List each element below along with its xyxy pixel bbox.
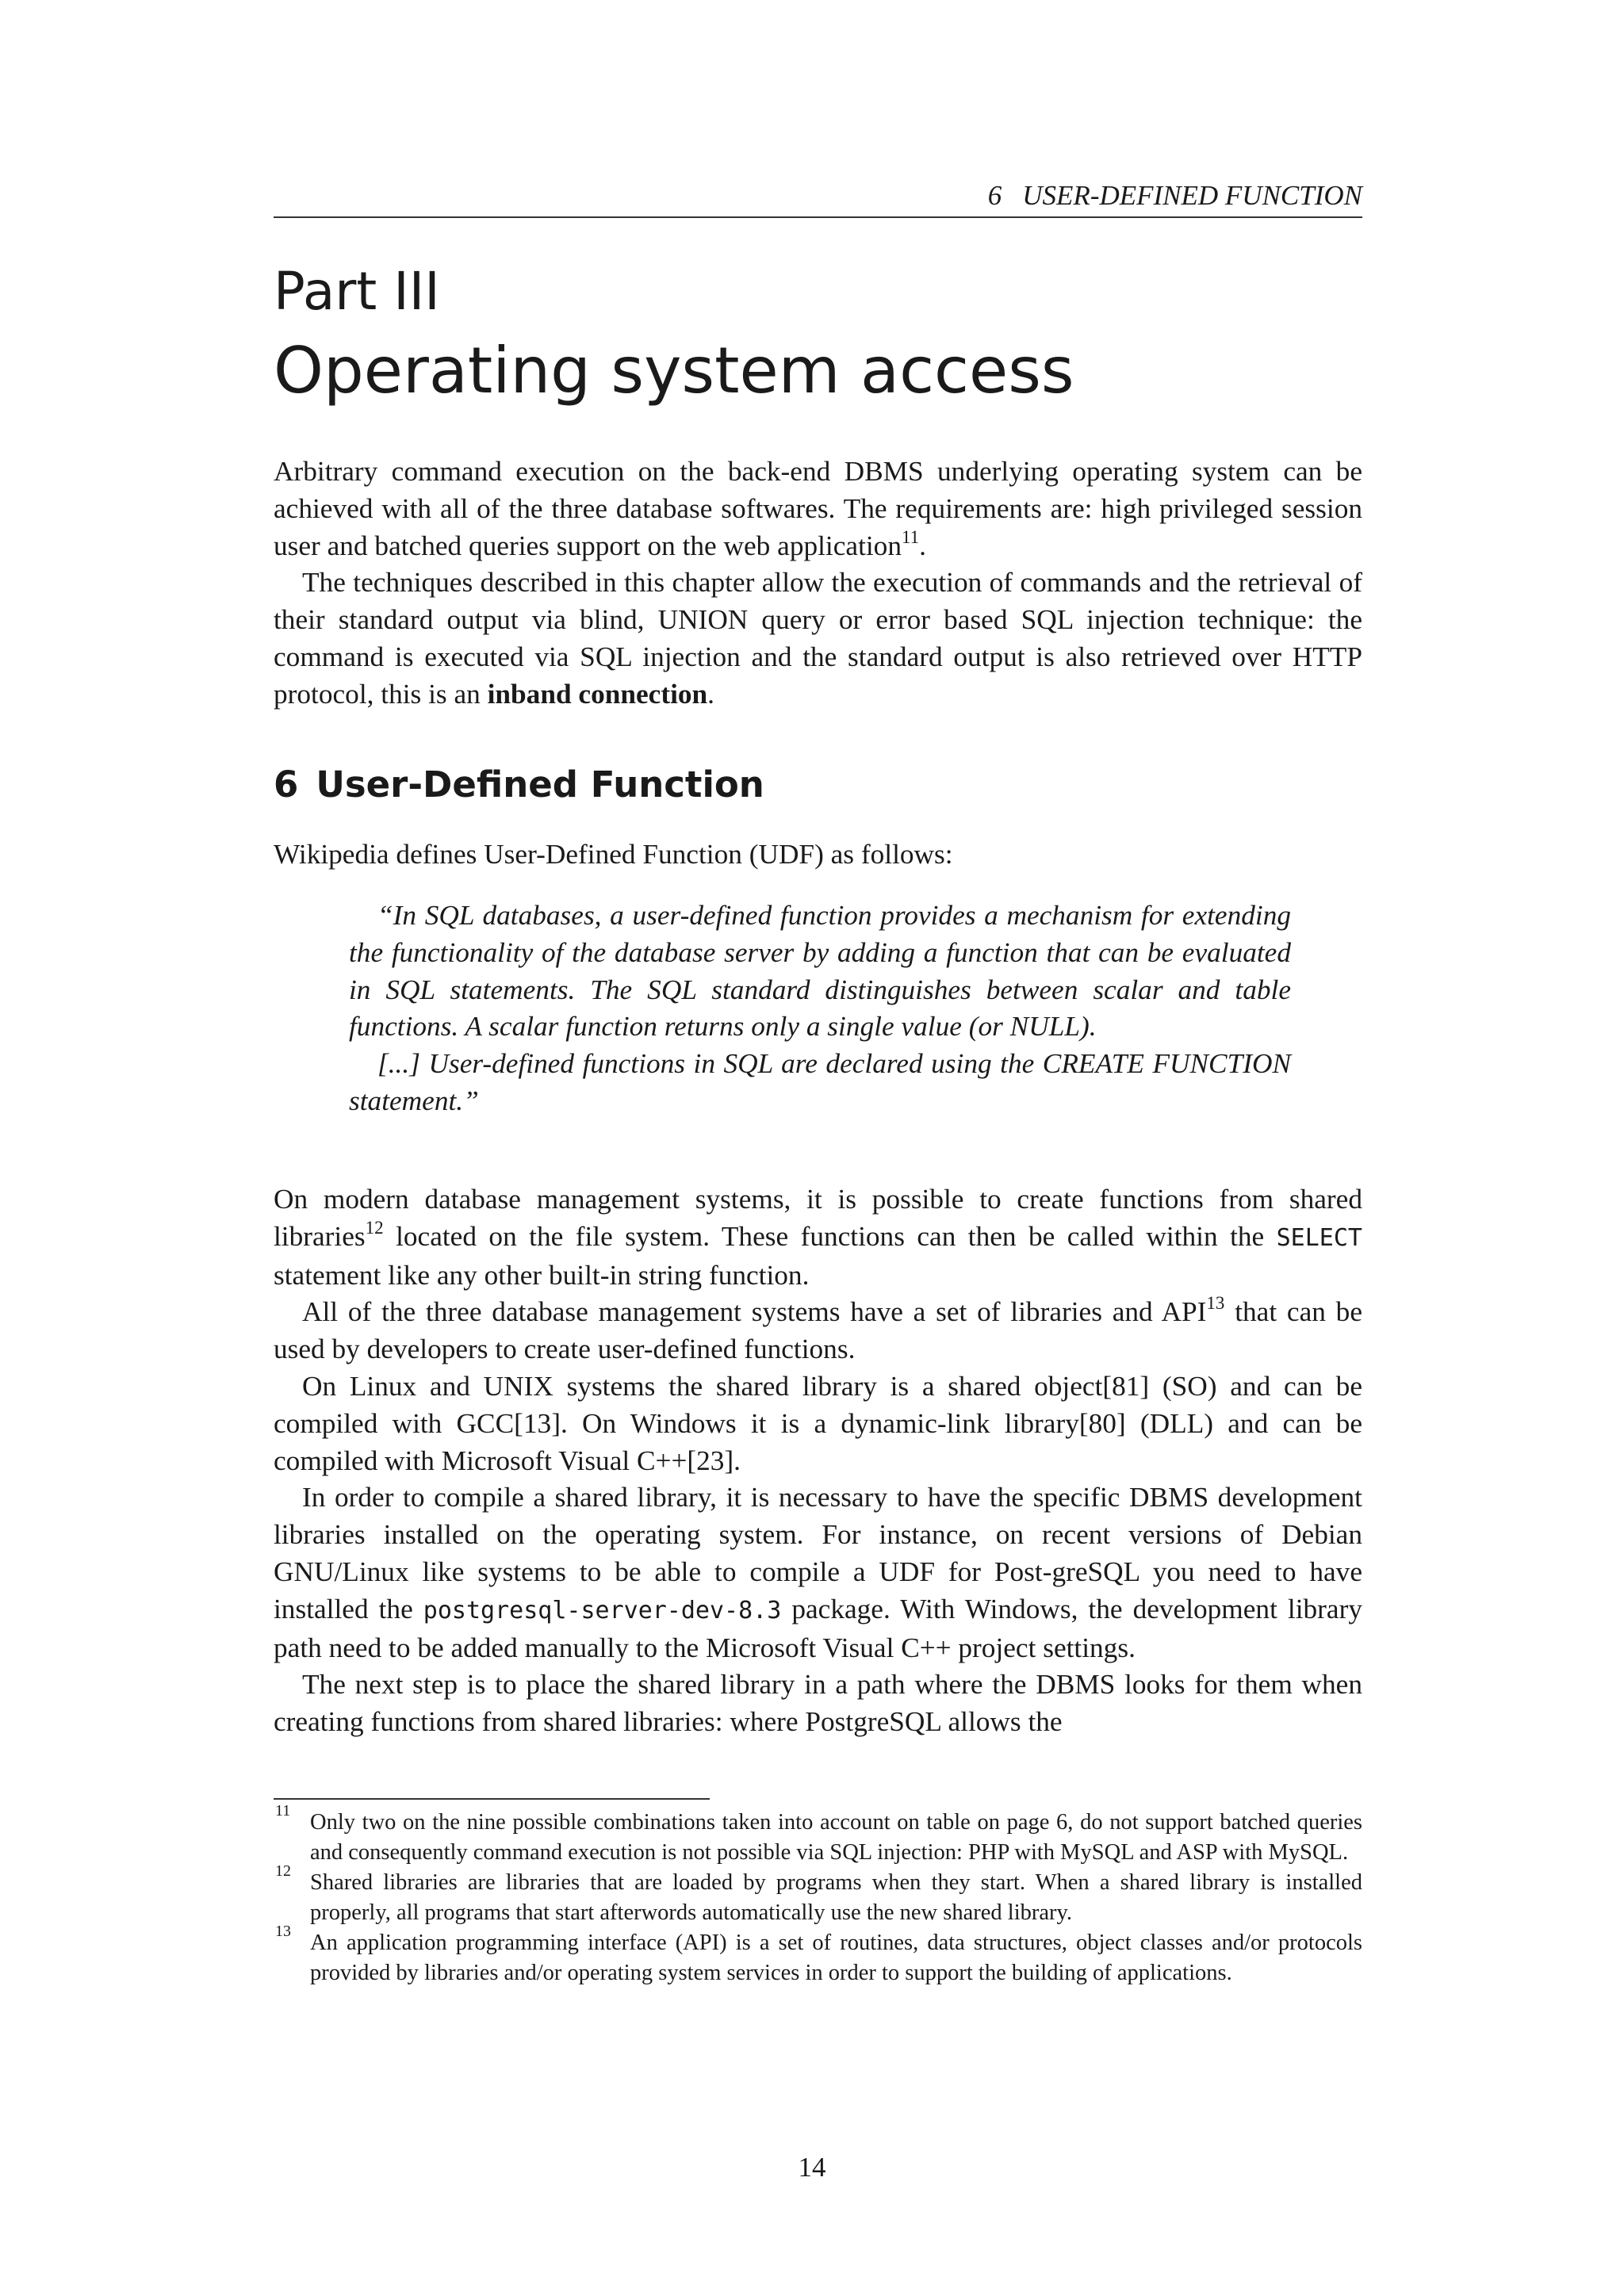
body-p1-b: located on the file system. These functions can then be called within the xyxy=(383,1220,1277,1252)
footnote-mark: 12 xyxy=(275,1862,291,1880)
footnote-12 xyxy=(274,1862,1362,1928)
part-label: Part III xyxy=(274,261,440,322)
footnote-13 xyxy=(274,1923,1362,1988)
running-head-number: 6 xyxy=(987,180,1002,211)
footnote-ref-12[interactable]: 12 xyxy=(365,1217,384,1238)
footnote-text: Only two on the nine possible combinations taken into account on table on page 6, do not support batched queries and consequently command execution is not possible via SQL injection: PHP with MySQL and ASP with MySQL. xyxy=(310,1810,1362,1865)
footnote-text: An application programming interface (API) is a set of routines, data structures, object classes and/or protocols provided by libraries and/or operating system services in order to support the building of applications. xyxy=(310,1931,1362,1985)
body-paragraph-2 xyxy=(274,1294,1362,1368)
intro-p2-text: The techniques described in this chapter allow the execution of commands and the retrieval of their standard output via blind, UNION query or error based SQL injection technique: the command is executed via SQL injection and the standard output is also retrieved over HTTP protocol, this is an xyxy=(274,567,1362,710)
wiki-intro: Wikipedia defines User-Defined Function (UDF) as follows: xyxy=(274,839,953,870)
quote-paragraph-2: [...] User-defined functions in SQL are declared using the CREATE FUNCTION statement.” xyxy=(349,1048,1291,1116)
body-p1-a: On modern database management systems, it is possible to create functions from shared libraries xyxy=(274,1184,1362,1252)
body-p2-a: All of the three database management systems have a set of libraries and API xyxy=(302,1296,1207,1328)
footnote-mark: 11 xyxy=(275,1802,291,1820)
body-text xyxy=(274,1181,1362,1741)
body-p1-c: statement like any other built-in string function. xyxy=(274,1259,810,1291)
block-quote xyxy=(349,897,1291,1120)
footnote-text: Shared libraries are libraries that are loaded by programs when they start. When a shared library is installed properly, all programs that start afterwords automatically use the new shared library. xyxy=(310,1870,1362,1925)
body-paragraph-5: The next step is to place the shared library in a path where the DBMS looks for them when creating functions from shared libraries: where PostgreSQL allows the xyxy=(274,1669,1362,1738)
code-select: SELECT xyxy=(1276,1223,1362,1252)
section-title: User-Defined Function xyxy=(316,763,764,806)
section-heading xyxy=(274,761,764,809)
part-title: Operating system access xyxy=(274,334,1074,408)
page-number: 14 xyxy=(798,2152,826,2183)
body-p2-b: that can be used by developers to create user-defined functions. xyxy=(274,1296,1362,1365)
footnote-rule xyxy=(274,1798,710,1800)
intro-p2-end: . xyxy=(707,678,714,710)
body-p4-a: In order to compile a shared library, it is necessary to have the specific DBMS development libraries installed on the operating system. For instance, on recent versions of Debian GNU/Linux like systems to be able to compile a UDF for Post-greSQL you need to have installed the xyxy=(274,1482,1362,1624)
intro-p1-text: Arbitrary command execution on the back-end DBMS underlying operating system can be achieved with all of the three database softwares. The requirements are: high privileged session user and batched queries support on the web application xyxy=(274,456,1362,561)
running-head xyxy=(274,178,1362,213)
quote-paragraph-1: “In SQL databases, a user-defined function provides a mechanism for extending the functionality of the database server by adding a function that can be evaluated in SQL statements. The SQL standard distinguishes between scalar and table functions. A scalar function returns only a single value (or NULL). xyxy=(349,900,1291,1043)
footnote-mark: 13 xyxy=(275,1923,291,1940)
footnotes xyxy=(274,1802,1362,1988)
header-rule xyxy=(274,216,1362,218)
section-number: 6 xyxy=(274,763,299,806)
intro-paragraph-1 xyxy=(274,453,1362,564)
running-head-title: USER-DEFINED FUNCTION xyxy=(1022,180,1362,211)
body-paragraph-3: On Linux and UNIX systems the shared library is a shared object[81] (SO) and can be compiled with GCC[13]. On Windows it is a dynamic-link library[80] (DLL) and can be compiled with Microsoft Visual C++[23]. xyxy=(274,1370,1362,1476)
inband-connection-term: inband connection xyxy=(487,678,708,710)
body-p4-b: package. With Windows, the development library path need to be added manually to the Microsoft Visual C++ project settings. xyxy=(274,1593,1362,1663)
body-paragraph-1 xyxy=(274,1181,1362,1294)
intro-paragraph-2 xyxy=(274,564,1362,713)
intro-p1-end: . xyxy=(919,530,926,561)
code-package-name: postgresql-server-dev-8.3 xyxy=(423,1596,782,1624)
footnote-ref-11[interactable]: 11 xyxy=(901,526,920,547)
body-paragraph-4 xyxy=(274,1479,1362,1667)
footnote-11 xyxy=(274,1802,1362,1868)
intro-text xyxy=(274,453,1362,714)
footnote-ref-13[interactable]: 13 xyxy=(1206,1293,1225,1314)
